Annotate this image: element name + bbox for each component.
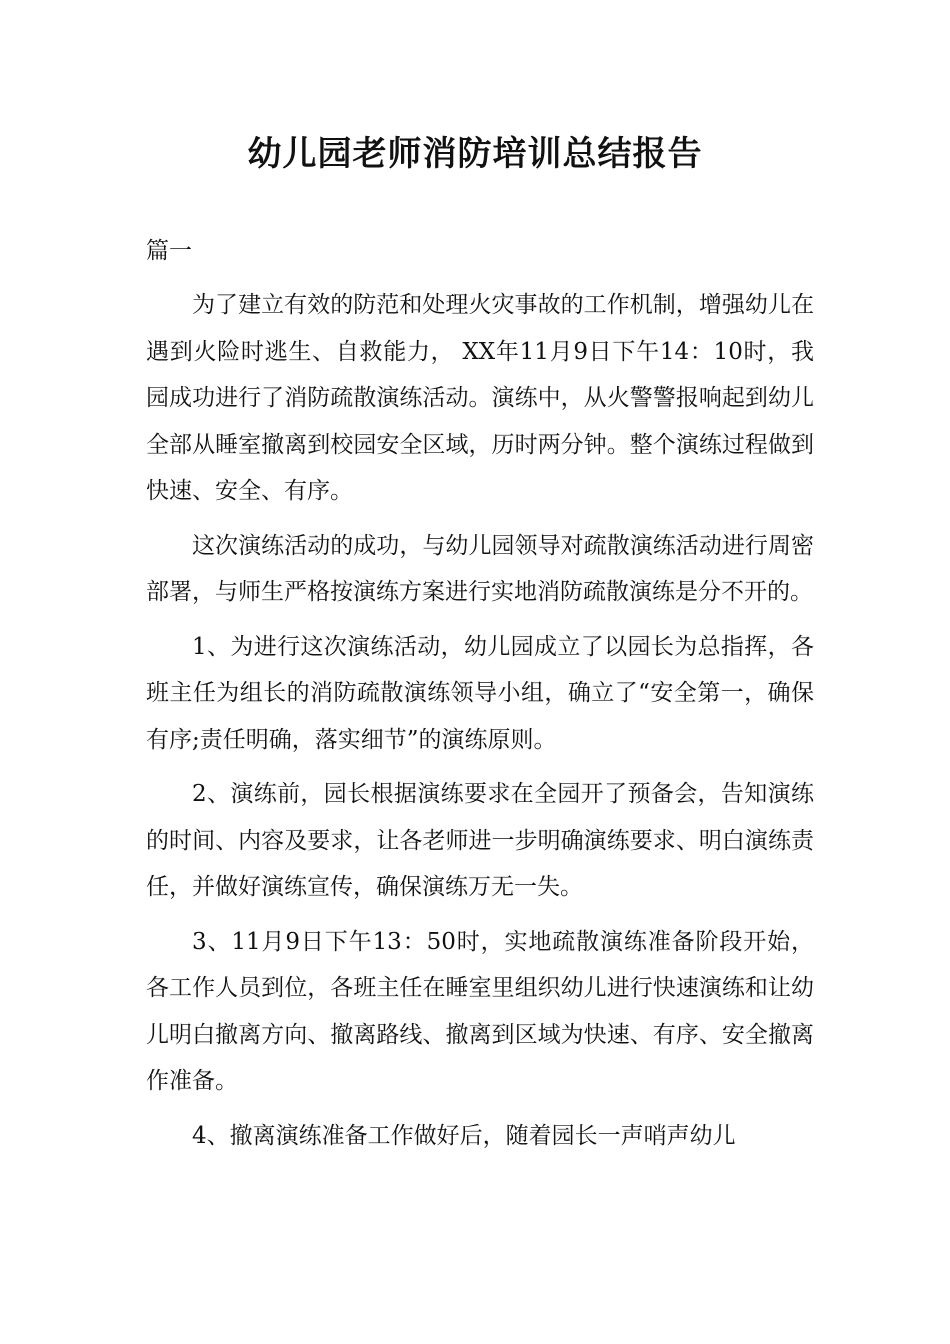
paragraph: 2、演练前，园长根据演练要求在全园开了预备会，告知演练的时间、内容及要求，让各老师进一步明确演练要求、明白演练责任，并做好演练宣传，确保演练万无一失。 (146, 781, 814, 900)
document-title: 幼儿园老师消防培训总结报告 (247, 134, 703, 174)
paragraph: 4、撤离演练准备工作做好后，随着园长一声哨声幼儿 (192, 1122, 736, 1149)
document-body (146, 282, 814, 1167)
paragraph: 1、为进行这次演练活动，幼儿园成立了以园长为总指挥，各班主任为组长的消防疏散演练领导小组，确立了“安全第一，确保有序;责任明确，落实细节”的演练原则。 (146, 633, 814, 753)
paragraph: 3、11月9日下午13：50时，实地疏散演练准备阶段开始，各工作人员到位，各班主任在睡室里组织幼儿进行快速演练和让幼儿明白撤离方向、撤离路线、撤离到区域为快速、有序、安全撤离作准备。 (146, 928, 814, 1094)
section-label: 篇一 (146, 238, 192, 264)
paragraph: 这次演练活动的成功，与幼儿园领导对疏散演练活动进行周密部署，与师生严格按演练方案进行实地消防疏散演练是分不开的。 (146, 532, 814, 605)
paragraph: 为了建立有效的防范和处理火灾事故的工作机制，增强幼儿在遇到火险时逃生、自救能力， XX年11月9日下午14：10时，我园成功进行了消防疏散演练活动。演练中，从火警警报响起到幼儿全部从睡室撤离到校园安全区域，历时两分钟。整个演练过程做到快速、安全、有序。 (146, 292, 814, 504)
